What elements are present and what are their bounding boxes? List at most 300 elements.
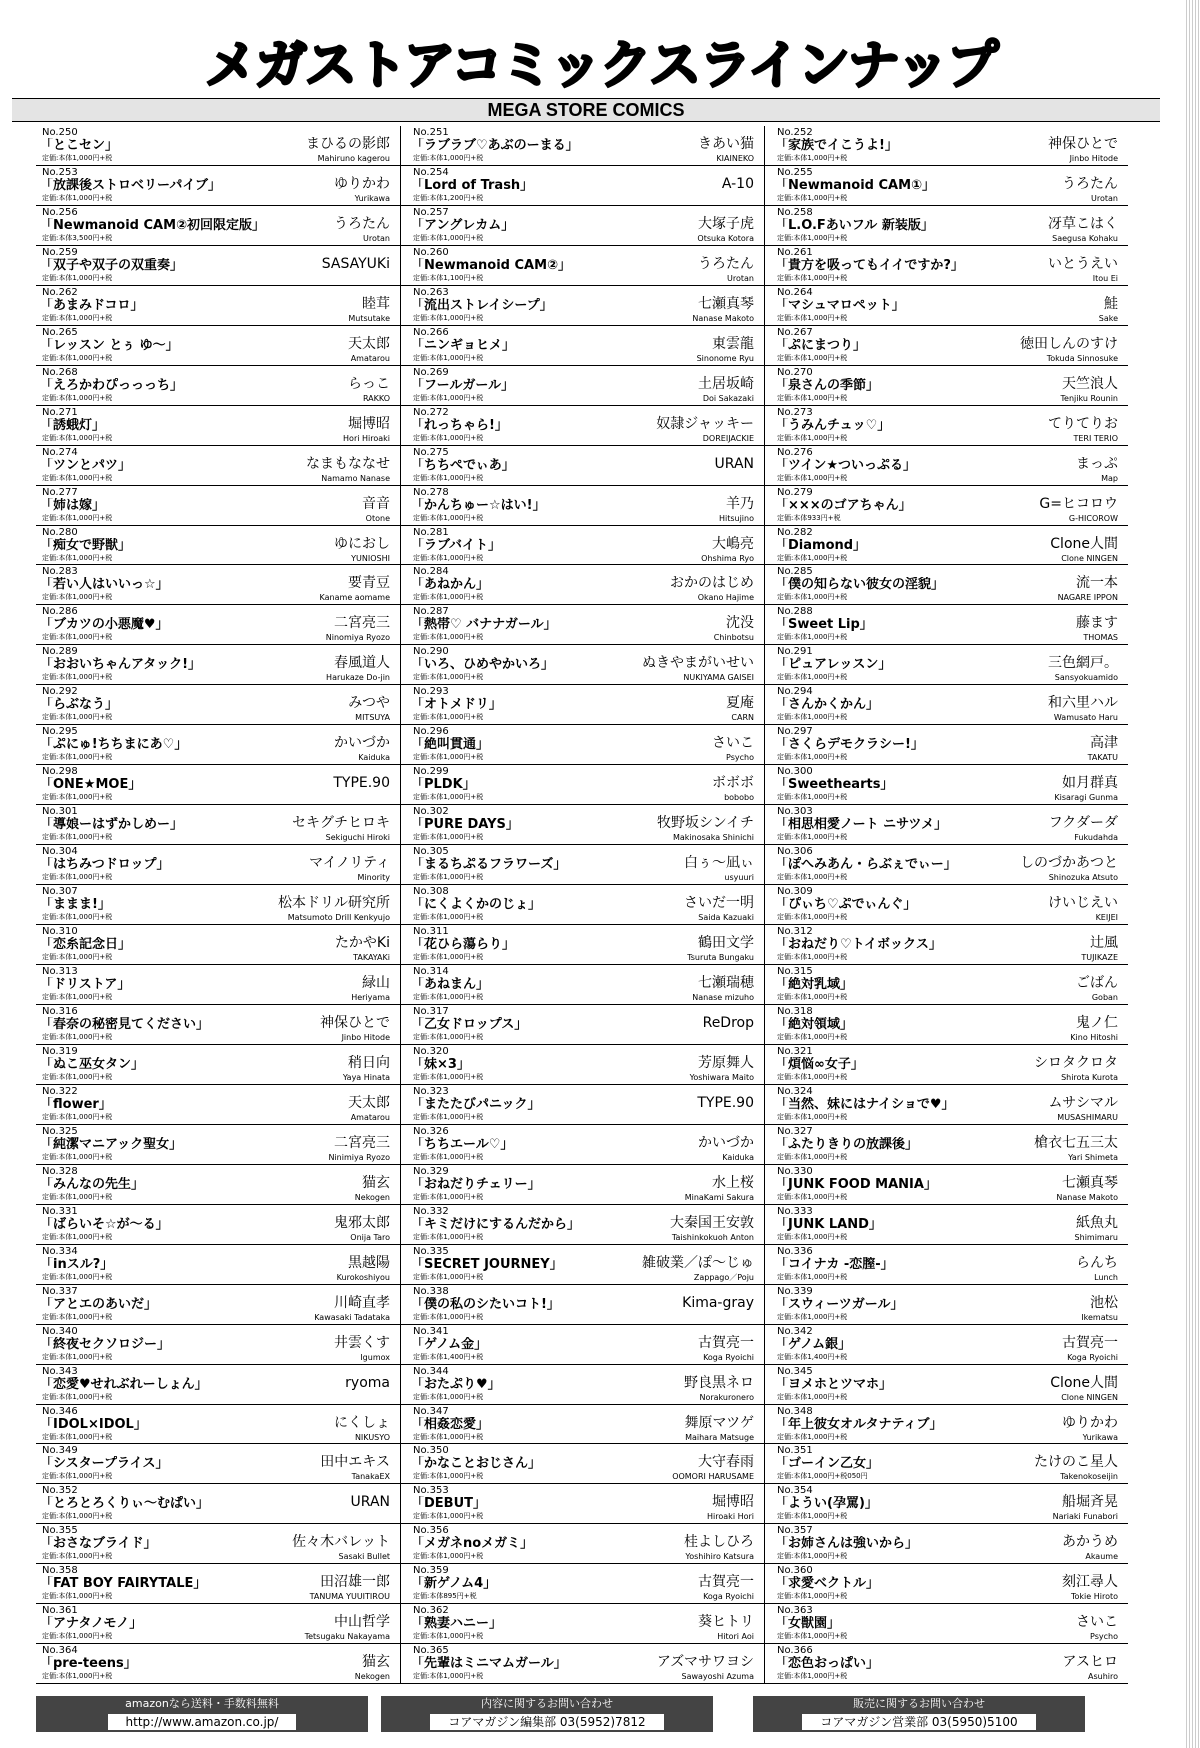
comic-author: 春風道人 — [334, 655, 390, 672]
comic-entry — [764, 1644, 1128, 1684]
comic-author-romaji: Map — [1101, 473, 1118, 483]
comic-author: ゆりかわ — [1062, 1414, 1118, 1431]
comic-author: ボボボ — [712, 775, 754, 792]
comic-number: No.251 — [413, 127, 449, 138]
comic-title: 「マシュマロペット」 — [775, 297, 905, 313]
comic-author: なまもななせ — [306, 455, 390, 472]
comic-number: No.267 — [777, 326, 813, 338]
comic-author: 鶴田文学 — [698, 935, 754, 952]
comic-entry — [400, 685, 764, 725]
comic-entry — [764, 1325, 1128, 1365]
comic-author-romaji: Sasaki Bullet — [338, 1552, 390, 1562]
comic-author: おかのはじめ — [670, 575, 754, 592]
comic-entry — [764, 326, 1128, 366]
comic-price: 定価:本体1,000円+税 — [413, 1312, 484, 1321]
comic-entry — [764, 1285, 1128, 1325]
comic-title: 「レッスン とぅ ゆ～」 — [40, 337, 179, 353]
comic-title: 「絶叫貫通」 — [411, 737, 490, 753]
comic-number: No.340 — [42, 1325, 78, 1337]
comic-author-romaji: Koga Ryoichi — [1067, 1352, 1118, 1362]
comic-author: 緑山 — [362, 975, 390, 992]
comic-price: 定価:本体1,000円+税 — [777, 1632, 848, 1641]
comic-number: No.325 — [42, 1125, 78, 1137]
comic-author: アズマサワヨシ — [656, 1654, 754, 1671]
comic-price: 定価:本体1,000円+税 — [42, 1512, 113, 1521]
comic-price: 定価:本体1,000円+税 — [413, 1512, 484, 1521]
comic-number: No.313 — [42, 966, 78, 978]
comic-price: 定価:本体1,000円+税 — [413, 313, 484, 322]
comic-number: No.328 — [42, 1165, 78, 1177]
comic-title: 「みんなの先生」 — [40, 1176, 145, 1192]
comic-price: 定価:本体1,000円+税 — [42, 593, 113, 602]
comic-price: 定価:本体1,100円+税 — [413, 273, 484, 282]
comic-author: みつや — [348, 695, 390, 712]
comic-author: ごばん — [1076, 975, 1118, 992]
comic-author: 猫玄 — [362, 1654, 390, 1671]
comic-entry — [764, 1604, 1128, 1644]
comic-price: 定価:本体1,000円+税 — [42, 1432, 113, 1441]
comic-entry — [764, 965, 1128, 1005]
comic-number: No.363 — [777, 1605, 813, 1617]
comic-entry — [764, 126, 1128, 166]
comic-author-romaji: Saida Kazuaki — [698, 913, 754, 923]
comic-number: No.276 — [777, 446, 813, 458]
comic-entry — [400, 166, 764, 206]
comic-entry — [400, 805, 764, 845]
comic-number: No.299 — [413, 766, 449, 778]
footer-amazon-url[interactable]: http://www.amazon.co.jp/ — [108, 1714, 297, 1730]
comic-author: 芳原舞人 — [698, 1054, 754, 1071]
comic-author: さいこ — [1076, 1614, 1118, 1631]
comic-author-romaji: Igumox — [360, 1352, 390, 1362]
comic-entry — [400, 1524, 764, 1564]
comic-price: 定価:本体1,000円+税 — [42, 953, 113, 962]
comic-author-romaji: Tetsugaku Nakayama — [304, 1632, 390, 1642]
comic-number: No.289 — [42, 646, 78, 658]
comic-entry — [36, 366, 400, 406]
comic-price: 定価:本体1,000円+税 — [413, 1232, 484, 1241]
comic-author: 鮭 — [1104, 295, 1118, 312]
comic-number: No.324 — [777, 1085, 813, 1097]
comic-author: 要青豆 — [348, 575, 390, 592]
comic-price: 定価:本体1,000円+税 — [413, 1032, 484, 1041]
comic-author-romaji: Okano Hajime — [697, 593, 754, 603]
comic-title: 「若い人はいいっ☆」 — [40, 577, 169, 593]
comic-price: 定価:本体1,000円+税 — [777, 1592, 848, 1601]
comic-title: 「キミだけにするんだから」 — [411, 1216, 581, 1232]
comic-price: 定価:本体1,000円+税 — [777, 633, 848, 642]
comic-author: 如月群真 — [1062, 775, 1118, 792]
comic-author: 冴草こはく — [1048, 215, 1118, 232]
comic-title: 「Newmanoid CAM②初回限定版」 — [40, 217, 266, 233]
comic-author: かいづか — [334, 735, 390, 752]
comic-price: 定価:本体1,000円+税 — [42, 1272, 113, 1281]
comic-entry — [400, 1245, 764, 1285]
subtitle-bar — [12, 98, 1160, 122]
comic-entry — [36, 765, 400, 805]
comic-author: いとうえい — [1048, 255, 1118, 272]
comic-price: 定価:本体1,000円+税 — [42, 713, 113, 722]
comic-author-romaji: Ninomiya Ryozo — [325, 633, 390, 643]
comic-price: 定価:本体1,000円+税 — [777, 673, 848, 682]
comic-price: 定価:本体1,000円+税 — [42, 1232, 113, 1241]
comic-author-romaji: Urotan — [363, 233, 390, 243]
comic-title: 「かなことおじさん」 — [411, 1456, 542, 1472]
comic-entry — [764, 526, 1128, 566]
footer-sales-label: 販売に関するお問い合わせ — [853, 1697, 985, 1710]
comic-author: 古賀亮一 — [698, 1574, 754, 1591]
comic-number: No.317 — [413, 1005, 449, 1017]
comic-author-romaji: Shinozuka Atsuto — [1048, 873, 1118, 883]
comic-author-romaji: Onija Taro — [350, 1232, 390, 1242]
comic-title: 「Sweet Lip」 — [775, 617, 873, 633]
comic-entry — [764, 605, 1128, 645]
comic-title: 「シスタープライス」 — [40, 1456, 169, 1472]
comic-author-romaji: Nanase Makoto — [1056, 1192, 1118, 1202]
comic-price: 定価:本体1,000円+税 — [42, 433, 113, 442]
comic-entry — [400, 965, 764, 1005]
comic-author-romaji: Clone NINGEN — [1061, 553, 1118, 563]
comic-entry — [400, 1005, 764, 1045]
comic-number: No.358 — [42, 1565, 78, 1577]
comic-number: No.285 — [777, 566, 813, 578]
comic-price: 定価:本体1,000円+税 — [413, 553, 484, 562]
comic-title: 「JUNK FOOD MANIA」 — [775, 1176, 937, 1192]
comic-author: セキグチヒロキ — [292, 815, 390, 832]
comic-number: No.259 — [42, 246, 78, 258]
comic-title: 「ブカツの小悪魔♥」 — [40, 617, 169, 633]
comic-price: 定価:本体1,000円+税 — [42, 393, 113, 402]
comic-price: 定価:本体1,000円+税 — [777, 913, 848, 922]
comic-author: 音音 — [362, 495, 390, 512]
comic-author-romaji: Asuhiro — [1087, 1672, 1118, 1682]
comic-title: 「ぴぃち♡ぷでぃんぐ」 — [775, 897, 917, 913]
comic-price: 定価:本体1,000円+税050円 — [777, 1472, 868, 1481]
footer-editorial-phone: コアマガジン編集部 03(5952)7812 — [430, 1714, 663, 1730]
comic-entry — [764, 1365, 1128, 1405]
comic-entry — [764, 166, 1128, 206]
comic-title: 「Diamond」 — [775, 537, 867, 553]
comic-price: 定価:本体1,000円+税 — [42, 193, 113, 202]
comic-price: 定価:本体1,000円+税 — [777, 993, 848, 1002]
comic-title: 「またたびパニック」 — [411, 1096, 541, 1112]
comic-price: 定価:本体1,000円+税 — [413, 673, 484, 682]
comic-price: 定価:本体1,000円+税 — [413, 1272, 484, 1281]
comic-price: 定価:本体1,000円+税 — [413, 1552, 484, 1561]
comic-entry — [36, 1405, 400, 1445]
comic-entry — [764, 446, 1128, 486]
comic-author: 猫玄 — [362, 1174, 390, 1191]
comic-author: 佐々木バレット — [292, 1534, 390, 1551]
comic-number: No.352 — [42, 1485, 78, 1497]
comic-author-romaji: DOREIJACKIE — [702, 433, 754, 443]
comic-number: No.331 — [42, 1205, 78, 1217]
comic-entry — [36, 1444, 400, 1484]
comic-price: 定価:本体1,000円+税 — [413, 154, 484, 162]
comic-author-romaji: Akaume — [1085, 1552, 1118, 1562]
comic-title: 「僕の知らない彼女の淫貌」 — [775, 577, 945, 593]
comic-author: 大秦国王安敦 — [670, 1214, 754, 1231]
comic-entry — [400, 126, 764, 166]
comic-author: 堀博昭 — [712, 1494, 754, 1511]
comic-author: 井雲くす — [334, 1334, 390, 1351]
comic-number: No.280 — [42, 526, 78, 538]
comic-price: 定価:本体1,000円+税 — [777, 753, 848, 762]
comic-number: No.284 — [413, 566, 449, 578]
comic-price: 定価:本体1,000円+税 — [413, 1632, 484, 1641]
comic-entry — [36, 965, 400, 1005]
comic-price: 定価:本体1,000円+税 — [413, 753, 484, 762]
comic-price: 定価:本体1,000円+税 — [413, 913, 484, 922]
comic-entry — [764, 1524, 1128, 1564]
comic-entry — [36, 645, 400, 685]
comic-author: G=ヒコロウ — [1039, 495, 1118, 512]
comic-title: 「さくらデモクラシー!」 — [775, 737, 924, 753]
comic-entry — [36, 1125, 400, 1165]
comic-author-romaji: Harukaze Do-jin — [326, 673, 390, 683]
comic-author-romaji: Chinbotsu — [713, 633, 754, 643]
comic-author-romaji: RAKKO — [362, 393, 390, 403]
comic-price: 定価:本体1,000円+税 — [42, 673, 113, 682]
comic-title: 「らぶなう」 — [40, 697, 119, 713]
comic-author-romaji: Psycho — [726, 753, 754, 763]
comic-author: 桂よしひろ — [684, 1534, 754, 1551]
comic-number: No.253 — [42, 166, 78, 178]
comic-author: うろたん — [1062, 175, 1118, 192]
comic-author: 水上桜 — [712, 1174, 754, 1191]
comic-number: No.344 — [413, 1365, 449, 1377]
comic-author-romaji: Maihara Matsuge — [685, 1432, 754, 1442]
comic-title: 「スウィーツガール」 — [775, 1296, 904, 1312]
comic-author: 土居坂崎 — [698, 375, 754, 392]
comic-author: 羊乃 — [726, 495, 754, 512]
comic-author-romaji: Makinosaka Shinichi — [673, 833, 754, 843]
comic-number: No.326 — [413, 1125, 449, 1137]
comic-price: 定価:本体1,000円+税 — [777, 313, 848, 322]
comic-number: No.255 — [777, 166, 813, 178]
footer-amazon-label: amazonなら送料・手数料無料 — [125, 1697, 279, 1710]
comic-entry — [36, 206, 400, 246]
comic-title: 「導娘ーはずかしめー」 — [40, 817, 184, 833]
comic-title: 「PURE DAYS」 — [411, 817, 519, 833]
comic-title: 「熱帯♡ バナナガール」 — [411, 617, 557, 633]
comic-title: 「純潔マニアック聖女」 — [40, 1136, 183, 1152]
comic-author: 古賀亮一 — [1062, 1334, 1118, 1351]
footer-editorial-contact — [381, 1696, 713, 1732]
comic-title: 「とろとろくりぃ～むぱい」 — [40, 1496, 210, 1512]
comic-author-romaji: TAKAYAKi — [353, 953, 390, 963]
comic-author-romaji: Kaiduka — [722, 1152, 754, 1162]
comic-number: No.338 — [413, 1285, 449, 1297]
footer-sales-contact — [753, 1696, 1085, 1732]
comic-author: 流一本 — [1076, 575, 1118, 592]
comic-number: No.350 — [413, 1445, 449, 1457]
comic-number: No.305 — [413, 846, 449, 858]
comic-price: 定価:本体1,000円+税 — [777, 593, 848, 602]
comic-price: 定価:本体1,000円+税 — [777, 433, 848, 442]
comic-author-romaji: Tsuruta Bungaku — [687, 953, 754, 963]
comic-author: 神保ひとで — [1048, 136, 1118, 152]
comic-title: 「年上彼女オルタナティブ」 — [775, 1416, 943, 1432]
page-subtitle: MEGA STORE COMICS — [487, 100, 685, 120]
comic-price: 定価:本体1,000円+税 — [413, 1392, 484, 1401]
comic-title: 「ニンギョヒメ」 — [411, 337, 516, 353]
comic-author-romaji: Ninimiya Ryozo — [328, 1152, 390, 1162]
comic-entry — [400, 1125, 764, 1165]
comic-author-romaji: Yari Shimeta — [1068, 1152, 1118, 1162]
comic-price: 定価:本体1,000円+税 — [777, 1392, 848, 1401]
comic-author-romaji: Heriyama — [351, 993, 390, 1003]
comic-price: 定価:本体1,000円+税 — [413, 713, 484, 722]
comic-price: 定価:本体933円+税 — [777, 513, 841, 522]
comic-entry — [36, 925, 400, 965]
comic-price: 定価:本体1,000円+税 — [42, 154, 113, 162]
comic-number: No.275 — [413, 446, 449, 458]
comic-author: 東雲龍 — [712, 335, 754, 352]
comic-author-romaji: MinaKami Sakura — [684, 1192, 754, 1202]
comic-price: 定価:本体1,000円+税 — [777, 1432, 848, 1441]
comic-author: ryoma — [345, 1374, 390, 1391]
comic-entry — [764, 805, 1128, 845]
comic-author-romaji: Itou Ei — [1092, 273, 1118, 283]
comic-title: 「姉は嫁」 — [40, 497, 106, 513]
comic-author: マイノリティ — [309, 855, 390, 872]
comic-author: 天太郎 — [348, 1094, 390, 1111]
comic-title: 「妹×3」 — [411, 1056, 470, 1072]
comic-author: けいじえい — [1048, 895, 1118, 912]
comic-entry — [36, 1005, 400, 1045]
comic-number: No.336 — [777, 1245, 813, 1257]
comic-title: 「にくよくかのじょ」 — [411, 897, 542, 913]
comic-title: 「おたぷり♥」 — [411, 1376, 501, 1392]
comic-entry — [400, 1644, 764, 1684]
comic-author: 神保ひとで — [320, 1014, 390, 1031]
comic-number: No.306 — [777, 846, 813, 858]
comic-author-romaji: Tokie Hiroto — [1070, 1592, 1118, 1602]
comic-entry — [36, 605, 400, 645]
comic-title: 「相姦恋愛」 — [411, 1416, 490, 1432]
comic-number: No.314 — [413, 966, 449, 978]
comic-price: 定価:本体1,000円+税 — [42, 1192, 113, 1201]
comic-price: 定価:本体1,000円+税 — [413, 1672, 484, 1681]
comic-title: 「まるちぷるフラワーズ」 — [411, 857, 567, 873]
comic-price: 定価:本体1,000円+税 — [777, 793, 848, 802]
comic-price: 定価:本体1,000円+税 — [777, 273, 848, 282]
comic-title: 「熟妻ハニー」 — [411, 1616, 503, 1632]
comic-entry — [764, 1405, 1128, 1445]
comic-title: 「求愛ベクトル」 — [775, 1576, 880, 1592]
comic-entry — [764, 1564, 1128, 1604]
comic-author-romaji: usyuuri — [724, 873, 754, 883]
comic-author: SASAYUKi — [321, 255, 390, 272]
page-edge-scan — [1186, 0, 1200, 1748]
comic-price: 定価:本体895円+税 — [413, 1592, 477, 1601]
comic-number: No.359 — [413, 1565, 449, 1577]
comic-price: 定価:本体1,000円+税 — [777, 233, 848, 242]
comic-title: 「ちちぺでぃあ」 — [411, 457, 515, 473]
comic-entry — [36, 1285, 400, 1325]
comic-entry — [400, 486, 764, 526]
comic-entry — [400, 765, 764, 805]
comic-author: まひるの影郎 — [306, 136, 390, 152]
comic-entry — [36, 1245, 400, 1285]
comic-number: No.282 — [777, 526, 813, 538]
comic-title: 「恋愛♥せれぶれーしょん」 — [40, 1376, 208, 1392]
comic-title: 「ピュアレッスン」 — [775, 657, 892, 673]
comic-author-romaji: Hitsujino — [718, 513, 754, 523]
comic-entry — [36, 166, 400, 206]
comic-price: 定価:本体3,500円+税 — [42, 233, 113, 242]
comic-title: 「Newmanoid CAM①」 — [775, 177, 936, 193]
comic-entry — [764, 725, 1128, 765]
comic-number: No.341 — [413, 1325, 449, 1337]
comic-author: 三色網戸。 — [1048, 655, 1118, 672]
comic-author: 白ぅ～凪ぃ — [684, 855, 754, 872]
comic-number: No.262 — [42, 286, 78, 298]
comic-number: No.302 — [413, 806, 449, 818]
comic-entry — [764, 1045, 1128, 1085]
comic-title: 「オトメドリ」 — [411, 697, 502, 713]
comic-number: No.295 — [42, 726, 78, 738]
comic-price: 定価:本体1,000円+税 — [777, 1312, 848, 1321]
comic-title: 「あねまん」 — [411, 977, 490, 993]
comic-price: 定価:本体1,000円+税 — [42, 913, 113, 922]
comic-entry — [36, 486, 400, 526]
comic-title: 「いろ、ひめやかいろ」 — [411, 657, 555, 673]
comic-price: 定価:本体1,000円+税 — [413, 353, 484, 362]
comic-author: 田沼雄一郎 — [320, 1574, 390, 1591]
comic-title: 「あまみドコロ」 — [40, 297, 144, 313]
comic-entry — [764, 406, 1128, 446]
comic-title: 「うみんチュッ♡」 — [775, 417, 891, 433]
comic-title: 「Newmanoid CAM②」 — [411, 257, 572, 273]
comic-entry — [400, 565, 764, 605]
comic-entry — [764, 1444, 1128, 1484]
comic-author-romaji: Sake — [1098, 313, 1118, 323]
comic-title: 「PLDK」 — [411, 777, 476, 793]
comic-price: 定価:本体1,000円+税 — [42, 873, 113, 882]
comic-title: 「絶対領域」 — [775, 1016, 854, 1032]
comic-number: No.273 — [777, 406, 813, 418]
comic-number: No.287 — [413, 606, 449, 618]
comic-entry — [400, 1564, 764, 1604]
comic-author: URAN — [350, 1494, 390, 1511]
comic-entry — [400, 446, 764, 486]
comic-number: No.278 — [413, 486, 449, 498]
comic-title: 「おねだり♡トイボックス」 — [775, 937, 942, 953]
comic-author-romaji: Zappago／Poju — [693, 1272, 754, 1282]
comic-number: No.263 — [413, 286, 449, 298]
comic-entry — [764, 1125, 1128, 1165]
comic-entry — [764, 1085, 1128, 1125]
comic-title: 「ぽへみあん・らぶぇでぃー」 — [775, 857, 957, 873]
comic-author: Clone人間 — [1050, 535, 1118, 552]
comic-number: No.320 — [413, 1045, 449, 1057]
comic-entry — [764, 765, 1128, 805]
comic-entry — [400, 845, 764, 885]
comic-number: No.364 — [42, 1645, 78, 1657]
comic-author: 七瀬瑞穂 — [698, 975, 754, 992]
comic-entry — [764, 246, 1128, 286]
comic-title: 「とこセン」 — [40, 138, 119, 153]
comic-number: No.294 — [777, 686, 813, 698]
comic-price: 定価:本体1,000円+税 — [777, 713, 848, 722]
comic-number: No.303 — [777, 806, 813, 818]
comic-number: No.265 — [42, 326, 78, 338]
comic-entry — [36, 805, 400, 845]
comic-price: 定価:本体1,000円+税 — [413, 233, 484, 242]
comic-author: シロタクロタ — [1034, 1054, 1118, 1071]
